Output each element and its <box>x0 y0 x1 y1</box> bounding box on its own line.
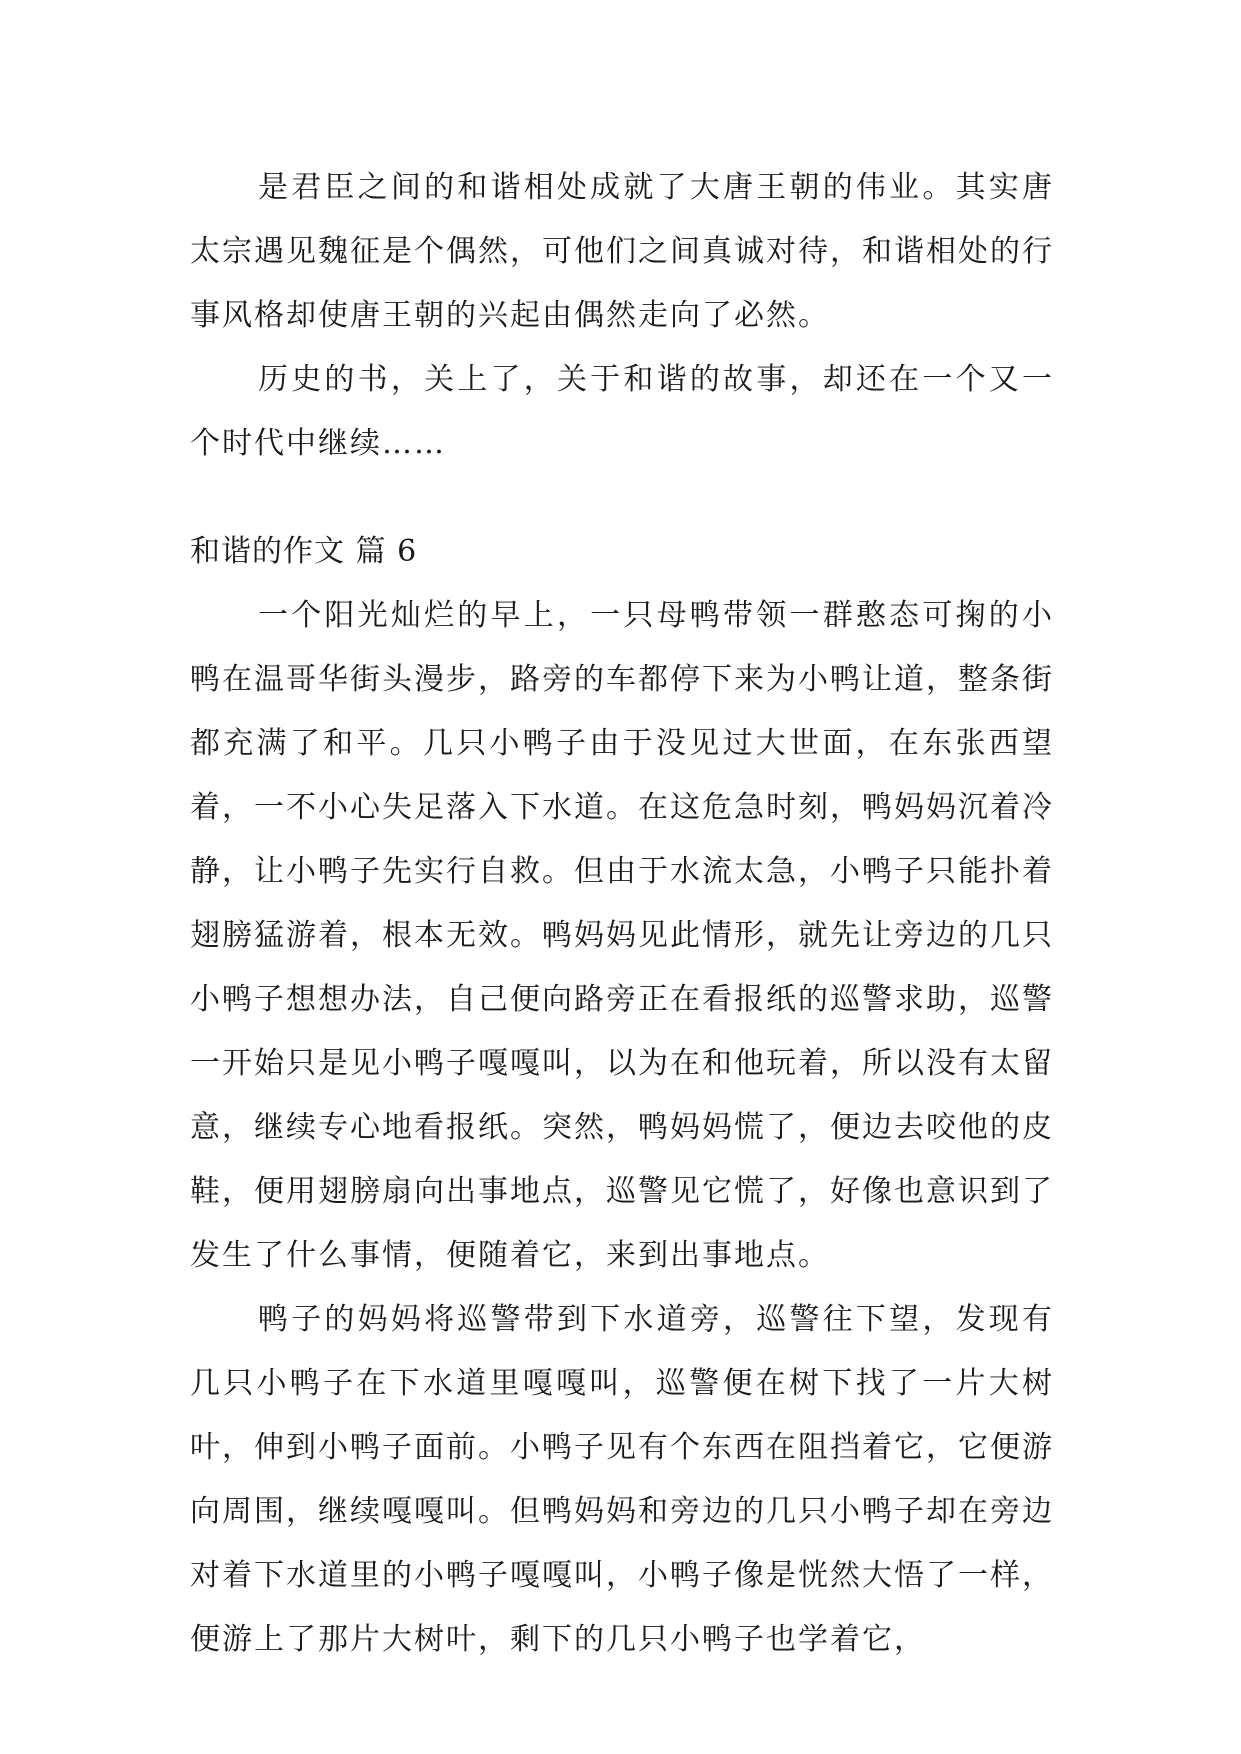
paragraph-1: 是君臣之间的和谐相处成就了大唐王朝的伟业。其实唐太宗遇见魏征是个偶然，可他们之间真诚对待，和谐相处的行事风格却使唐王朝的兴起由偶然走向了必然。 <box>190 170 1054 333</box>
paragraph-4: 鸭子的妈妈将巡警带到下水道旁，巡警往下望，发现有几只小鸭子在下水道里嘎嘎叫，巡警便在树下找了一片大树叶，伸到小鸭子面前。小鸭子见有个东西在阻挡着它，它便游向周围，继续嘎嘎叫。但鸭妈妈和旁边的几只小鸭子却在旁边对着下水道里的小鸭子嘎嘎叫，小鸭子像是恍然大悟了一样，便游上了那片大树叶，剩下的几只小鸭子也学着它， <box>190 1302 1054 1657</box>
paragraph-2: 历史的书，关上了，关于和谐的故事，却还在一个又一个时代中继续…… <box>190 362 1054 461</box>
section-heading: 和谐的作文 篇 6 <box>190 534 418 569</box>
paragraph-3: 一个阳光灿烂的早上，一只母鸭带领一群憨态可掬的小鸭在温哥华街头漫步，路旁的车都停下来为小鸭让道，整条街都充满了和平。几只小鸭子由于没见过大世面，在东张西望着，一不小心失足落入下水道。在这危急时刻，鸭妈妈沉着冷静，让小鸭子先实行自救。但由于水流太急，小鸭子只能扑着翅膀猛游着，根本无效。鸭妈妈见此情形，就先让旁边的几只小鸭子想想办法，自己便向路旁正在看报纸的巡警求助，巡警一开始只是见小鸭子嘎嘎叫，以为在和他玩着，所以没有太留意，继续专心地看报纸。突然，鸭妈妈慌了，便边去咬他的皮鞋，便用翅膀扇向出事地点，巡警见它慌了，好像也意识到了发生了什么事情，便随着它，来到出事地点。 <box>190 598 1054 1273</box>
document-body <box>190 156 1054 1672</box>
